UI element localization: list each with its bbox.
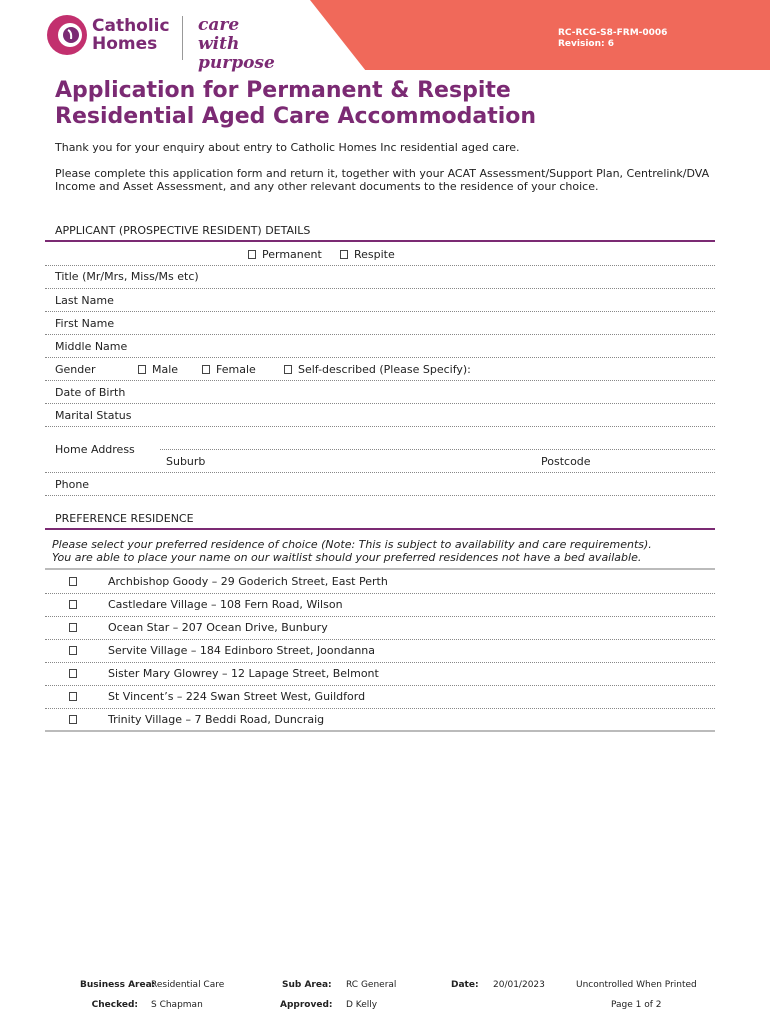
- checkbox-icon[interactable]: [284, 365, 292, 374]
- gender-field-line: [45, 380, 715, 381]
- residence-label: Servite Village – 184 Edinboro Street, Joondanna: [108, 644, 376, 657]
- uncontrolled-notice: Uncontrolled When Printed: [576, 980, 697, 990]
- residence-option[interactable]: [45, 595, 715, 618]
- preference-note: Please select your preferred residence of choice (Note: This is subject to availability and care requirements). You are able to place your name on our waitlist should your preferred residences not have a bed available.: [52, 538, 652, 564]
- row-divider: [45, 685, 715, 686]
- form-code: RC-RCG-S8-FRM-0006 Revision: 6: [558, 28, 668, 49]
- date-of-birth-field-line[interactable]: [45, 403, 715, 404]
- header-accent-band: [310, 0, 770, 70]
- phone-label: Phone: [55, 478, 90, 491]
- title-field-label: Title (Mr/Mrs, Miss/Ms etc): [55, 270, 199, 283]
- checkbox-icon[interactable]: [69, 577, 77, 586]
- home-address-field-line[interactable]: [160, 449, 715, 450]
- page-title: Application for Permanent & Respite Residential Aged Care Accommodation: [55, 78, 537, 129]
- table-divider: [45, 568, 715, 570]
- row-divider: [45, 616, 715, 617]
- instructions-text: Please complete this application form and return it, together with your ACAT Assessment/Support Plan, Centrelink/DVA Income and Asset Assessment, and any other relevant documents to the residence of your choice.: [55, 167, 710, 193]
- logo-text: Catholic Homes: [92, 16, 170, 54]
- date-value: 20/01/2023: [493, 980, 545, 990]
- postcode-label: Postcode: [541, 455, 591, 468]
- residence-option[interactable]: [45, 572, 715, 595]
- date-of-birth-label: Date of Birth: [55, 386, 126, 399]
- catholic-homes-logo: [46, 14, 286, 73]
- title-field-line[interactable]: [45, 288, 715, 289]
- gender-female-option[interactable]: Female: [202, 363, 256, 376]
- checkbox-icon[interactable]: [69, 623, 77, 632]
- checkbox-icon[interactable]: [69, 692, 77, 701]
- section-divider: [45, 240, 715, 242]
- checkbox-icon[interactable]: [138, 365, 146, 374]
- sub-area-value: RC General: [346, 980, 397, 990]
- residence-label: St Vincent’s – 224 Swan Street West, Guildford: [108, 690, 366, 703]
- checkbox-icon[interactable]: [69, 669, 77, 678]
- middle-name-label: Middle Name: [55, 340, 128, 353]
- checkbox-icon[interactable]: [248, 250, 256, 259]
- marital-status-field-line[interactable]: [45, 426, 715, 427]
- residence-option[interactable]: [45, 687, 715, 710]
- page-number: Page 1 of 2: [611, 1000, 662, 1010]
- gender-label: Gender: [55, 363, 96, 376]
- business-area-value: Residential Care: [151, 980, 225, 990]
- business-area-label: Business Area:: [80, 980, 156, 990]
- first-name-field-line[interactable]: [45, 334, 715, 335]
- residence-option[interactable]: [45, 641, 715, 664]
- middle-name-field-line[interactable]: [45, 357, 715, 358]
- logo-mark-icon: [46, 14, 88, 56]
- checked-label: Checked:: [91, 1000, 138, 1010]
- row-divider: [45, 662, 715, 663]
- gender-male-option[interactable]: Male: [138, 363, 178, 376]
- approved-value: D Kelly: [346, 1000, 378, 1010]
- page-header: [0, 0, 770, 73]
- residence-label: Ocean Star – 207 Ocean Drive, Bunbury: [108, 621, 328, 634]
- checkbox-icon[interactable]: [69, 646, 77, 655]
- residence-option[interactable]: [45, 664, 715, 687]
- approved-label: Approved:: [280, 1000, 333, 1010]
- preference-section-title: PREFERENCE RESIDENCE: [55, 512, 194, 525]
- checkbox-icon[interactable]: [69, 715, 77, 724]
- section-divider: [45, 528, 715, 530]
- residence-option[interactable]: [45, 618, 715, 641]
- table-divider: [45, 730, 715, 732]
- field-line: [45, 265, 715, 266]
- intro-text: Thank you for your enquiry about entry to Catholic Homes Inc residential aged care.: [55, 141, 520, 154]
- first-name-label: First Name: [55, 317, 115, 330]
- checkbox-icon[interactable]: [340, 250, 348, 259]
- respite-option[interactable]: Respite: [340, 248, 395, 261]
- logo-divider: [182, 16, 183, 60]
- residence-label: Sister Mary Glowrey – 12 Lapage Street, Belmont: [108, 667, 379, 680]
- last-name-label: Last Name: [55, 294, 114, 307]
- residence-label: Castledare Village – 108 Fern Road, Wilson: [108, 598, 343, 611]
- checkbox-icon[interactable]: [69, 600, 77, 609]
- marital-status-label: Marital Status: [55, 409, 132, 422]
- row-divider: [45, 708, 715, 709]
- checked-value: S Chapman: [151, 1000, 203, 1010]
- row-divider: [45, 639, 715, 640]
- residence-label: Trinity Village – 7 Beddi Road, Duncraig: [108, 713, 325, 726]
- home-address-label: Home Address: [55, 443, 135, 456]
- sub-area-label: Sub Area:: [282, 980, 332, 990]
- checkbox-icon[interactable]: [202, 365, 210, 374]
- last-name-field-line[interactable]: [45, 311, 715, 312]
- gender-self-described-option[interactable]: Self-described (Please Specify):: [284, 363, 471, 376]
- phone-field-line[interactable]: [45, 495, 715, 496]
- tagline: care with purpose: [198, 15, 275, 73]
- permanent-option[interactable]: Permanent: [248, 248, 322, 261]
- applicant-section-title: APPLICANT (PROSPECTIVE RESIDENT) DETAILS: [55, 224, 311, 237]
- suburb-field-line[interactable]: [45, 472, 715, 473]
- row-divider: [45, 593, 715, 594]
- date-label: Date:: [451, 980, 479, 990]
- suburb-label: Suburb: [166, 455, 206, 468]
- residence-label: Archbishop Goody – 29 Goderich Street, East Perth: [108, 575, 388, 588]
